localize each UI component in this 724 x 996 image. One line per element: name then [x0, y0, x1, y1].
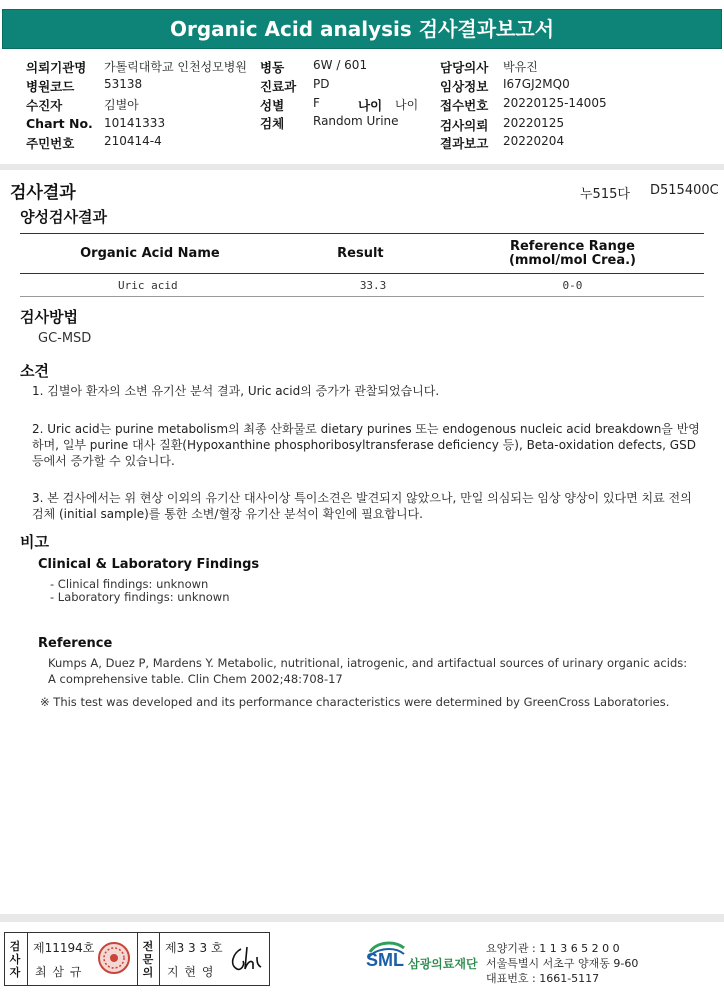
signature-icon	[227, 943, 263, 975]
finding-2: 2. Uric acid는 purine metabolism의 최종 산화물로 dietary purines 또는 endogenous nucleic acid breakdown을 반영하며, 일부 purine 대사 질환(Hypoxanthine phosphoribosyltransferase deficiency 등), Beta-oxidation defects, GSD 등에서 증가할 수 있습니다.	[32, 422, 700, 468]
info-value: 박유진	[503, 60, 538, 74]
info-label: 검사의뢰	[440, 118, 489, 133]
reference-title: Reference	[38, 636, 113, 651]
patient-info	[0, 54, 724, 166]
method-title: 검사방법	[20, 308, 78, 326]
header-reference	[441, 234, 704, 274]
divider	[0, 914, 724, 922]
info-value: 53138	[104, 77, 143, 91]
info-value: 김별아	[104, 98, 139, 112]
clinical-title: Clinical & Laboratory Findings	[38, 557, 260, 572]
info-label: 나이	[358, 98, 383, 113]
report-title: Organic Acid analysis 검사결과보고서	[2, 9, 722, 49]
clinical-item: - Clinical findings: unknown	[50, 577, 209, 591]
info-label: 임상정보	[440, 79, 489, 94]
org-name: 삼광의료재단	[408, 957, 478, 971]
org-phone: 대표번호 : 1661-5117	[486, 972, 600, 985]
finding-3: 3. 본 검사에서는 위 현상 이외의 유기산 대사이상 특이소견은 발견되지 않았으나, 만일 의심되는 임상 양상이 있다면 치료 전의 검체 (initial sample)를 통한 소변/혈장 유기산 분석이 확인에 필요합니다.	[32, 491, 692, 521]
info-value: 6W / 601	[313, 58, 368, 72]
info-label: 성별	[260, 98, 285, 113]
divider	[0, 164, 724, 170]
info-label: 진료과	[260, 79, 297, 94]
info-label: Chart No.	[26, 116, 93, 131]
cell-acid-name: Uric acid	[20, 274, 280, 297]
results-title: 검사결과	[10, 183, 76, 203]
info-label: 병동	[260, 60, 285, 75]
info-label: 병원코드	[26, 79, 75, 94]
info-value: Random Urine	[313, 114, 399, 128]
info-label: 결과보고	[440, 136, 489, 151]
info-value: PD	[313, 77, 330, 91]
table-row	[20, 274, 704, 297]
seal-stamp-icon	[97, 941, 131, 975]
info-value: 20220204	[503, 134, 565, 148]
info-value: 210414-4	[104, 134, 162, 148]
reference-label: Reference Range	[509, 238, 635, 254]
header-acid-name: Organic Acid Name	[20, 234, 280, 274]
logo-text: SML	[366, 950, 404, 970]
clinical-item: - Laboratory findings: unknown	[50, 590, 230, 604]
info-label: 의뢰기관명	[26, 60, 87, 75]
info-label: 접수번호	[440, 98, 489, 113]
org-code: 요양기관 : 1 1 3 6 5 2 0 0	[486, 942, 620, 955]
method-value: GC-MSD	[38, 331, 92, 346]
signature-box	[4, 932, 270, 986]
info-label: 담당의사	[440, 60, 489, 75]
cell-reference: 0-0	[441, 274, 704, 297]
org-address: 서울특별시 서초구 양재동 9-60	[486, 957, 639, 970]
info-value: 가톨릭대학교 인천성모병원	[104, 60, 247, 74]
info-value: 20220125	[503, 116, 565, 130]
positive-results-title: 양성검사결과	[20, 208, 107, 226]
info-value: 20220125-14005	[503, 96, 607, 110]
footnote: ※ This test was developed and its performance characteristics were determined by GreenCross Laboratories.	[40, 695, 670, 709]
header-result: Result	[280, 234, 441, 274]
reference-line: Kumps A, Duez P, Mardens Y. Metabolic, nutritional, iatrogenic, and artifactual sources of urinary organic acids:	[48, 656, 688, 670]
finding-1: 1. 김별아 환자의 소변 유기산 분석 결과, Uric acid의 증가가 관찰되었습니다.	[32, 384, 440, 398]
info-value: 10141333	[104, 116, 166, 130]
reference-unit: (mmol/mol Crea.)	[508, 252, 636, 268]
remarks-title: 비고	[20, 533, 49, 551]
info-value: F	[313, 96, 320, 110]
examiner-name: 최 삼 규	[35, 965, 83, 979]
findings-title: 소견	[20, 362, 49, 380]
code-a: 누515다	[580, 187, 630, 202]
info-label: 검체	[260, 116, 285, 131]
reference-line: A comprehensive table. Clin Chem 2002;48:708-17	[48, 672, 343, 686]
specialist-name: 지 현 영	[167, 965, 215, 979]
info-label: 수진자	[26, 98, 63, 113]
specialist-license: 제3 3 3 호	[165, 941, 223, 955]
examiner-label: 검 사 자	[9, 940, 21, 979]
code-b: D515400C	[650, 183, 719, 198]
examiner-license: 제11194호	[33, 941, 95, 955]
info-label: 주민번호	[26, 136, 75, 151]
info-value: I67GJ2MQ0	[503, 77, 570, 91]
info-value: 나이	[395, 98, 419, 112]
specialist-label: 전 문 의	[142, 940, 154, 979]
cell-result: 33.3	[280, 274, 441, 297]
results-table	[20, 233, 704, 297]
